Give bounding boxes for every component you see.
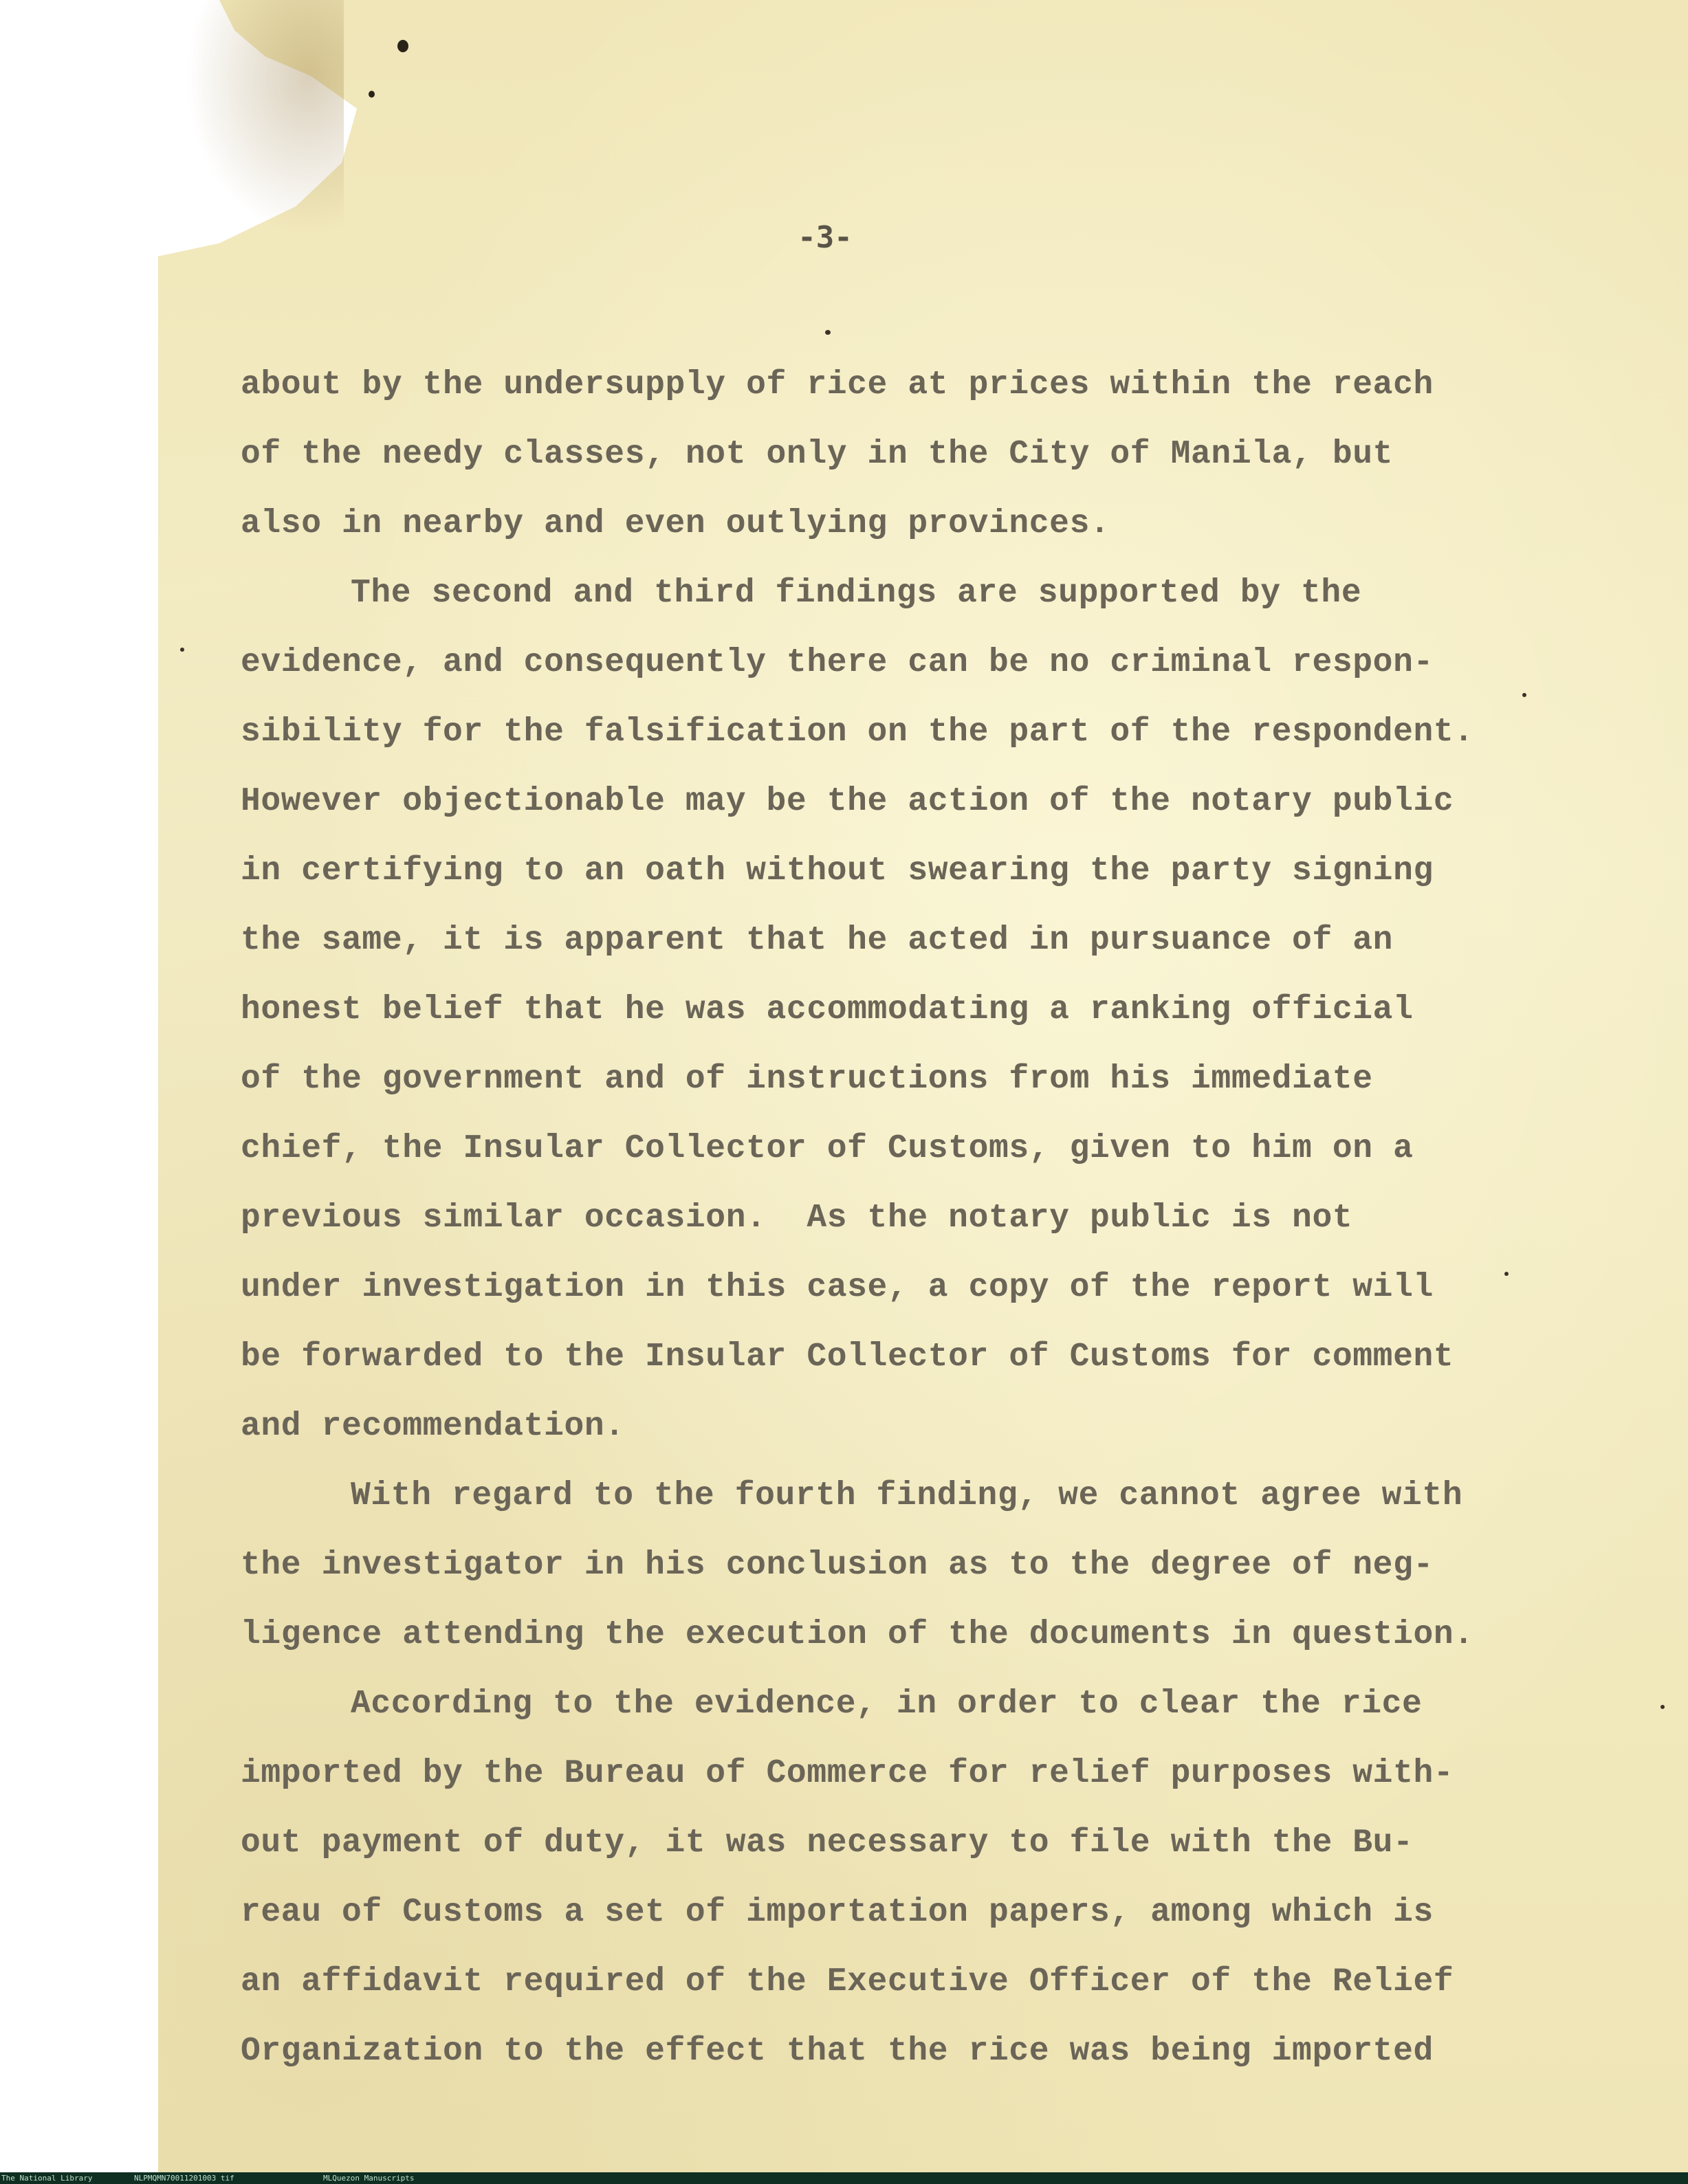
text-line: However objectionable may be the action of the notary public	[241, 783, 1454, 820]
text-line: honest belief that he was accommodating a ranking official	[241, 991, 1414, 1028]
text-line: reau of Customs a set of importation papers, among which is	[241, 1894, 1434, 1931]
ink-speck	[825, 330, 831, 335]
text-line: With regard to the fourth finding, we cannot agree with	[351, 1477, 1463, 1514]
punch-hole	[369, 91, 375, 98]
ink-speck	[180, 648, 184, 652]
text-line: and recommendation.	[241, 1408, 625, 1445]
text-line: also in nearby and even outlying provinces.	[241, 505, 1110, 542]
text-line: imported by the Bureau of Commerce for relief purposes with-	[241, 1755, 1454, 1792]
text-line: Organization to the effect that the rice was being imported	[241, 2033, 1434, 2070]
text-line: The second and third findings are supported by the	[351, 575, 1362, 612]
text-line: the same, it is apparent that he acted in pursuance of an	[241, 922, 1394, 959]
text-line: under investigation in this case, a copy of the report will	[241, 1269, 1434, 1306]
text-line: be forwarded to the Insular Collector of Customs for comment	[241, 1338, 1454, 1376]
text-line: an affidavit required of the Executive Officer of the Relief	[241, 1963, 1454, 2000]
ink-speck	[1660, 1705, 1665, 1709]
text-line: out payment of duty, it was necessary to file with the Bu-	[241, 1824, 1414, 1862]
typed-body-text	[241, 351, 1547, 2086]
text-line: about by the undersupply of rice at prices within the reach	[241, 366, 1434, 404]
text-line: of the needy classes, not only in the City of Manila, but	[241, 436, 1394, 473]
footer-library-name: The National Library	[1, 2174, 93, 2183]
text-line: chief, the Insular Collector of Customs, given to him on a	[241, 1130, 1414, 1167]
text-line: the investigator in his conclusion as to the degree of neg-	[241, 1547, 1434, 1584]
text-line: According to the evidence, in order to clear the rice	[351, 1686, 1423, 1723]
text-line: of the government and of instructions from his immediate	[241, 1061, 1373, 1098]
text-line: in certifying to an oath without swearing the party signing	[241, 852, 1434, 890]
archive-footer-bar	[0, 2172, 1688, 2184]
footer-file-id: NLPMQMN70011201003 tif	[134, 2174, 234, 2183]
text-line: ligence attending the execution of the documents in question.	[241, 1616, 1474, 1653]
punch-hole	[397, 40, 408, 52]
text-line: sibility for the falsification on the part of the respondent.	[241, 714, 1474, 751]
text-line: evidence, and consequently there can be no criminal respon-	[241, 644, 1434, 681]
page-number: -3-	[798, 220, 853, 255]
footer-collection-name: MLQuezon Manuscripts	[323, 2174, 415, 2183]
text-line: previous similar occasion. As the notary public is not	[241, 1200, 1353, 1237]
